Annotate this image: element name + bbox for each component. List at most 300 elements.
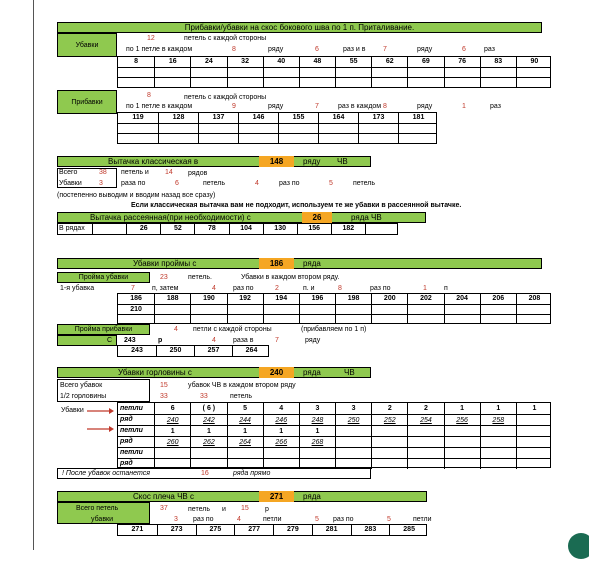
section-title-neckline xyxy=(57,367,371,378)
table-cell xyxy=(299,448,335,458)
scattered-row-number: 26 xyxy=(302,212,332,223)
table-cell: 246 xyxy=(263,415,299,425)
increase-label: Прибавки xyxy=(57,90,117,114)
table-row xyxy=(118,414,550,425)
table-cell: 90 xyxy=(516,57,552,67)
armhole-increase-table xyxy=(117,345,269,357)
increase-desc-g: ряду xyxy=(417,103,433,110)
section-title-dart xyxy=(57,156,371,167)
neck-total-t: убавок ЧВ в каждом втором ряду xyxy=(188,382,296,389)
table-cell xyxy=(198,134,238,143)
table-cell xyxy=(516,437,552,447)
scattered-label: В рядах xyxy=(59,225,85,232)
table-cell: 196 xyxy=(299,294,335,304)
table-cell: 155 xyxy=(278,113,318,123)
ryad-label: ряд xyxy=(120,416,133,423)
table-row xyxy=(118,436,550,447)
table-cell: 258 xyxy=(480,415,516,425)
table-cell xyxy=(480,426,516,436)
table-cell xyxy=(407,437,443,447)
table-cell xyxy=(516,315,552,323)
dart-total-label: Всего xyxy=(59,169,78,176)
table-cell xyxy=(335,78,371,87)
table-cell: 264 xyxy=(232,346,270,356)
dart-note-1: (постепенно выводим и вводим назад все сразу) xyxy=(57,192,216,199)
table-cell xyxy=(58,224,92,234)
table-cell xyxy=(227,68,263,77)
ryad-label: ряд xyxy=(120,438,133,445)
table-cell xyxy=(444,426,480,436)
table-cell: 252 xyxy=(371,415,407,425)
shoulder-total-b: и xyxy=(222,506,226,513)
increase-desc-h: 1 xyxy=(462,103,466,110)
table-cell: 4 xyxy=(263,403,299,414)
table-row xyxy=(118,57,550,67)
table-cell xyxy=(154,448,190,458)
shoulder-d6: раз по xyxy=(333,516,354,523)
table-cell xyxy=(407,305,443,314)
table-cell: 119 xyxy=(132,114,144,121)
decrease-desc-b: 8 xyxy=(232,46,236,53)
table-cell: 243 xyxy=(131,347,143,354)
table-cell: 83 xyxy=(480,57,516,67)
table-cell: 8 xyxy=(134,58,139,65)
table-cell: 186 xyxy=(130,295,142,302)
table-cell xyxy=(444,315,480,323)
table-cell: 1 xyxy=(227,426,263,436)
table-cell xyxy=(299,305,335,314)
dart-dec-f: раз по xyxy=(279,180,300,187)
armhole-c-a: раза в xyxy=(233,337,254,344)
shoulder-d2: раз по xyxy=(193,516,214,523)
increase-desc-c: ряду xyxy=(268,103,284,110)
table-cell xyxy=(227,78,263,87)
table-cell xyxy=(118,124,158,133)
table-cell xyxy=(371,437,407,447)
shoulder-dec-label: убавки xyxy=(91,516,114,523)
table-cell xyxy=(407,315,443,323)
decrease-desc-e: раз и в xyxy=(343,46,366,53)
table-cell: 26 xyxy=(126,224,160,234)
table-cell xyxy=(263,448,299,458)
table-cell xyxy=(398,124,438,133)
table-cell xyxy=(118,134,158,143)
table-cell: 1 xyxy=(480,403,516,414)
armhole-tail: ряда xyxy=(303,259,321,268)
armhole-inc-t2: (прибавляем по 1 п) xyxy=(301,326,367,333)
decrease-desc-f: 7 xyxy=(383,46,387,53)
table-cell xyxy=(371,315,407,323)
table-cell: 6 xyxy=(154,403,190,414)
table-cell xyxy=(158,134,198,143)
table-cell xyxy=(263,68,299,77)
table-cell: 1 xyxy=(444,403,480,414)
table-cell xyxy=(371,459,407,469)
increase-desc-b: 9 xyxy=(232,103,236,110)
neck-tail: ряда xyxy=(303,368,321,377)
dart-dec-label: Убавки xyxy=(59,180,82,187)
neck-half-label: 1/2 горловины xyxy=(60,393,107,400)
table-cell: 1 xyxy=(516,403,552,414)
table-cell xyxy=(516,426,552,436)
table-cell xyxy=(154,315,190,323)
table-cell: 260 xyxy=(154,437,190,447)
table-row xyxy=(118,67,550,77)
table-cell xyxy=(263,315,299,323)
table-cell: 283 xyxy=(351,525,390,535)
table-cell xyxy=(154,78,190,87)
table-cell xyxy=(118,315,154,323)
table-cell xyxy=(238,134,278,143)
dart-row-number: 148 xyxy=(259,156,294,167)
table-cell xyxy=(278,124,318,133)
decrease-desc-h: 6 xyxy=(462,46,466,53)
armhole-inc-t: петли с каждой стороны xyxy=(193,326,272,333)
table-cell: 1 xyxy=(299,426,335,436)
shoulder-title: Скос плеча ЧВ с xyxy=(133,492,194,501)
table-cell xyxy=(480,315,516,323)
table-cell: 1 xyxy=(190,426,226,436)
table-cell: 204 xyxy=(444,294,480,304)
table-row xyxy=(58,224,397,234)
table-cell: 268 xyxy=(299,437,335,447)
table-cell: 52 xyxy=(160,224,194,234)
table-cell xyxy=(278,134,318,143)
table-cell xyxy=(227,315,263,323)
table-cell: 190 xyxy=(190,294,226,304)
dart-dec-g: 5 xyxy=(329,180,333,187)
shoulder-rows-table xyxy=(117,524,427,536)
increase-desc-i: раз xyxy=(490,103,501,110)
decrease-rows-table xyxy=(117,56,551,88)
increase-desc-d: 7 xyxy=(315,103,319,110)
table-cell xyxy=(371,448,407,458)
table-row xyxy=(118,346,268,356)
table-cell: 262 xyxy=(190,437,226,447)
armhole-c-b: 7 xyxy=(275,337,279,344)
table-cell: 156 xyxy=(297,224,331,234)
armhole-first-label: 1-я убавка xyxy=(60,285,95,292)
armhole-c-val: 243 xyxy=(124,337,136,344)
shoulder-d1: 3 xyxy=(174,516,178,523)
armhole-first-d: 2 xyxy=(275,285,279,292)
table-cell xyxy=(158,124,198,133)
table-cell xyxy=(190,305,226,314)
neck-total-n: 15 xyxy=(160,382,168,389)
table-cell: 3 xyxy=(299,403,335,414)
table-cell xyxy=(407,78,443,87)
table-cell xyxy=(358,134,398,143)
table-cell: 194 xyxy=(263,294,299,304)
armhole-first-g: раз по xyxy=(370,285,391,292)
dart-dec-c: 6 xyxy=(175,180,179,187)
table-cell xyxy=(480,68,516,77)
table-cell xyxy=(444,305,480,314)
table-cell: 266 xyxy=(263,437,299,447)
dart-dec-b: раза по xyxy=(121,180,146,187)
table-cell xyxy=(190,315,226,323)
table-cell xyxy=(263,78,299,87)
table-cell xyxy=(371,68,407,77)
table-cell xyxy=(299,78,335,87)
petli-label: петли xyxy=(120,449,143,456)
dart-dec-row xyxy=(57,178,399,188)
table-cell xyxy=(190,78,226,87)
table-cell xyxy=(480,437,516,447)
armhole-dec-n: 23 xyxy=(160,274,168,281)
armhole-first-h: 1 xyxy=(423,285,427,292)
table-cell xyxy=(407,448,443,458)
increase-desc-f: 8 xyxy=(383,103,387,110)
armhole-first-n: 7 xyxy=(131,285,135,292)
corner-circle-icon xyxy=(568,533,589,559)
table-cell xyxy=(335,315,371,323)
table-cell: 40 xyxy=(263,57,299,67)
table-row xyxy=(118,77,550,87)
arrow-icons xyxy=(87,405,115,435)
table-cell xyxy=(444,68,480,77)
armhole-dec-t: петель. xyxy=(188,274,212,281)
table-row xyxy=(118,525,426,535)
left-divider xyxy=(33,0,34,550)
armhole-first-a: п, затем xyxy=(152,285,179,292)
table-cell xyxy=(154,305,190,314)
table-cell: 210 xyxy=(130,306,142,313)
table-cell xyxy=(516,78,552,87)
armhole-row-number: 186 xyxy=(259,258,294,269)
armhole-c-n: 4 xyxy=(212,337,216,344)
armhole-c-label: С xyxy=(57,335,117,346)
neck-title: Убавки горловины с xyxy=(118,368,192,377)
table-cell: 69 xyxy=(407,57,443,67)
table-cell xyxy=(335,68,371,77)
table-cell: 128 xyxy=(158,113,198,123)
table-cell: 164 xyxy=(318,113,358,123)
decrease-desc-a: по 1 петле в каждом xyxy=(126,46,193,53)
table-cell xyxy=(154,68,190,77)
table-cell xyxy=(335,305,371,314)
armhole-decrease-label: Пройма убавки xyxy=(57,272,150,283)
petli-label: петли xyxy=(120,405,143,412)
table-cell xyxy=(118,68,154,77)
decrease-desc-g: ряду xyxy=(417,46,433,53)
shoulder-total-a: петель xyxy=(188,506,210,513)
table-cell xyxy=(480,459,516,469)
armhole-inc-n: 4 xyxy=(174,326,178,333)
neck-dec-label: Убавки xyxy=(61,407,84,414)
table-cell: 78 xyxy=(194,224,228,234)
table-cell xyxy=(198,124,238,133)
table-cell: 2 xyxy=(371,403,407,414)
increase-rows-table xyxy=(117,112,437,144)
table-cell xyxy=(407,459,443,469)
table-cell: 104 xyxy=(229,224,263,234)
table-cell: 24 xyxy=(190,57,226,67)
table-cell xyxy=(407,68,443,77)
table-row xyxy=(118,123,436,133)
table-cell xyxy=(227,448,263,458)
dart-dec-e: 4 xyxy=(255,180,259,187)
ryad-label: ряд xyxy=(120,460,133,467)
shoulder-row-number: 271 xyxy=(259,491,294,502)
table-row xyxy=(118,314,550,323)
table-cell: 208 xyxy=(516,294,552,304)
table-cell: 32 xyxy=(227,57,263,67)
table-cell xyxy=(516,305,552,314)
table-cell: 2 xyxy=(407,403,443,414)
table-cell: 273 xyxy=(157,525,196,535)
table-cell: 250 xyxy=(335,415,371,425)
armhole-c-r: р xyxy=(158,337,163,344)
table-cell: 206 xyxy=(480,294,516,304)
table-row xyxy=(118,133,436,143)
table-cell xyxy=(318,134,358,143)
table-cell: 48 xyxy=(299,57,335,67)
armhole-increase-label: Пройма прибавки xyxy=(57,324,150,335)
shoulder-d7: 5 xyxy=(387,516,391,523)
decrease-desc-i: раз xyxy=(484,46,495,53)
dart-total-d: рядов xyxy=(188,170,208,177)
table-cell xyxy=(92,224,126,234)
table-cell: 254 xyxy=(407,415,443,425)
armhole-first-i: п xyxy=(444,285,448,292)
shoulder-total-n: 37 xyxy=(160,505,168,512)
table-row xyxy=(118,447,550,458)
section-title-side-seam: Прибавки/убавки на скос бокового шва по 1 п. Приталивание. xyxy=(57,22,542,33)
table-cell xyxy=(263,305,299,314)
table-cell: 3 xyxy=(335,403,371,414)
table-cell xyxy=(335,426,371,436)
table-cell: 248 xyxy=(299,415,335,425)
table-cell: 285 xyxy=(389,525,428,535)
table-cell xyxy=(238,124,278,133)
table-row xyxy=(118,294,550,304)
table-cell xyxy=(118,78,154,87)
table-cell: 202 xyxy=(407,294,443,304)
increase-count: 8 xyxy=(147,92,151,99)
decrease-desc-d: 6 xyxy=(315,46,319,53)
dart-total-a: 38 xyxy=(99,169,107,176)
table-row xyxy=(118,425,550,436)
shoulder-tail: ряда xyxy=(303,492,321,501)
table-cell: 1 xyxy=(263,426,299,436)
increase-text: петель с каждой стороны xyxy=(184,94,267,101)
table-cell xyxy=(444,78,480,87)
shoulder-total-c: 15 xyxy=(241,505,249,512)
table-cell xyxy=(516,459,552,469)
armhole-c-c: ряду xyxy=(305,337,321,344)
table-cell xyxy=(444,459,480,469)
dart-dec-d: петель xyxy=(203,180,225,187)
table-cell: 242 xyxy=(190,415,226,425)
table-cell xyxy=(318,124,358,133)
section-title-shoulder xyxy=(57,491,427,502)
neck-half-t: петель xyxy=(230,393,252,400)
table-cell: 257 xyxy=(194,346,232,356)
dart-title: Вытачка классическая в xyxy=(108,157,199,166)
table-cell: 55 xyxy=(335,57,371,67)
table-cell: 271 xyxy=(131,526,144,533)
table-cell: 279 xyxy=(273,525,312,535)
armhole-dec-t2: Убавки в каждом втором ряду. xyxy=(241,274,340,281)
table-cell: 1 xyxy=(154,426,190,436)
table-cell xyxy=(516,448,552,458)
neck-total-label: Всего убавок xyxy=(60,382,103,389)
table-cell xyxy=(190,68,226,77)
table-cell xyxy=(516,415,552,425)
table-cell xyxy=(299,68,335,77)
table-cell xyxy=(407,426,443,436)
decrease-label: Убавки xyxy=(57,33,117,57)
table-cell: 277 xyxy=(234,525,273,535)
neck-row-number: 240 xyxy=(259,367,294,378)
table-cell xyxy=(358,124,398,133)
neck-rows-table xyxy=(117,402,551,468)
dart-dec-a: 3 xyxy=(99,180,103,187)
table-cell: 173 xyxy=(358,113,398,123)
dart-total-c: 14 xyxy=(165,169,173,176)
armhole-first-e: п. и xyxy=(303,285,315,292)
table-cell: 5 xyxy=(227,403,263,414)
neck-chv: ЧВ xyxy=(344,368,355,377)
table-cell: 264 xyxy=(227,437,263,447)
table-cell: 137 xyxy=(198,113,238,123)
table-cell: 250 xyxy=(156,346,194,356)
table-cell: ( 6 ) xyxy=(190,403,226,414)
table-cell xyxy=(480,448,516,458)
shoulder-d8: петли xyxy=(413,516,432,523)
table-cell: 192 xyxy=(227,294,263,304)
neck-half-a: 33 xyxy=(160,393,168,400)
table-row xyxy=(118,304,550,314)
table-cell: 281 xyxy=(312,525,351,535)
shoulder-total-d: р xyxy=(265,506,269,513)
table-cell xyxy=(227,305,263,314)
table-cell: 256 xyxy=(444,415,480,425)
dart-total-b: петель и xyxy=(121,169,149,176)
table-cell: 130 xyxy=(263,224,297,234)
table-cell xyxy=(299,315,335,323)
dart-note-2: Если классическая вытачка вам не подходит, используем те же убавки в рассеянной вытачке. xyxy=(131,202,462,209)
table-cell xyxy=(516,68,552,77)
table-cell xyxy=(444,448,480,458)
dart-ryadu: ряду xyxy=(303,157,321,166)
table-cell: 275 xyxy=(196,525,235,535)
dart-dec-h: петель xyxy=(353,180,375,187)
shoulder-d5: 5 xyxy=(315,516,319,523)
armhole-title: Убавки проймы с xyxy=(133,259,197,268)
armhole-first-c: раз по xyxy=(233,285,254,292)
table-row xyxy=(118,113,436,123)
neck-after-n: 16 xyxy=(201,470,209,477)
petli-label: петли xyxy=(120,427,143,434)
table-cell: 200 xyxy=(371,294,407,304)
table-cell xyxy=(190,448,226,458)
table-cell xyxy=(371,426,407,436)
decrease-text: петель с каждой стороны xyxy=(184,35,267,42)
shoulder-d3: 4 xyxy=(237,516,241,523)
table-cell xyxy=(335,448,371,458)
table-cell: 240 xyxy=(154,415,190,425)
neck-after-label: ! После убавок останется xyxy=(62,470,150,477)
table-cell: 76 xyxy=(444,57,480,67)
table-cell xyxy=(371,78,407,87)
table-cell: 198 xyxy=(335,294,371,304)
decrease-count: 12 xyxy=(147,35,155,42)
table-cell xyxy=(480,305,516,314)
table-cell: 181 xyxy=(398,113,438,123)
table-cell: 188 xyxy=(154,294,190,304)
